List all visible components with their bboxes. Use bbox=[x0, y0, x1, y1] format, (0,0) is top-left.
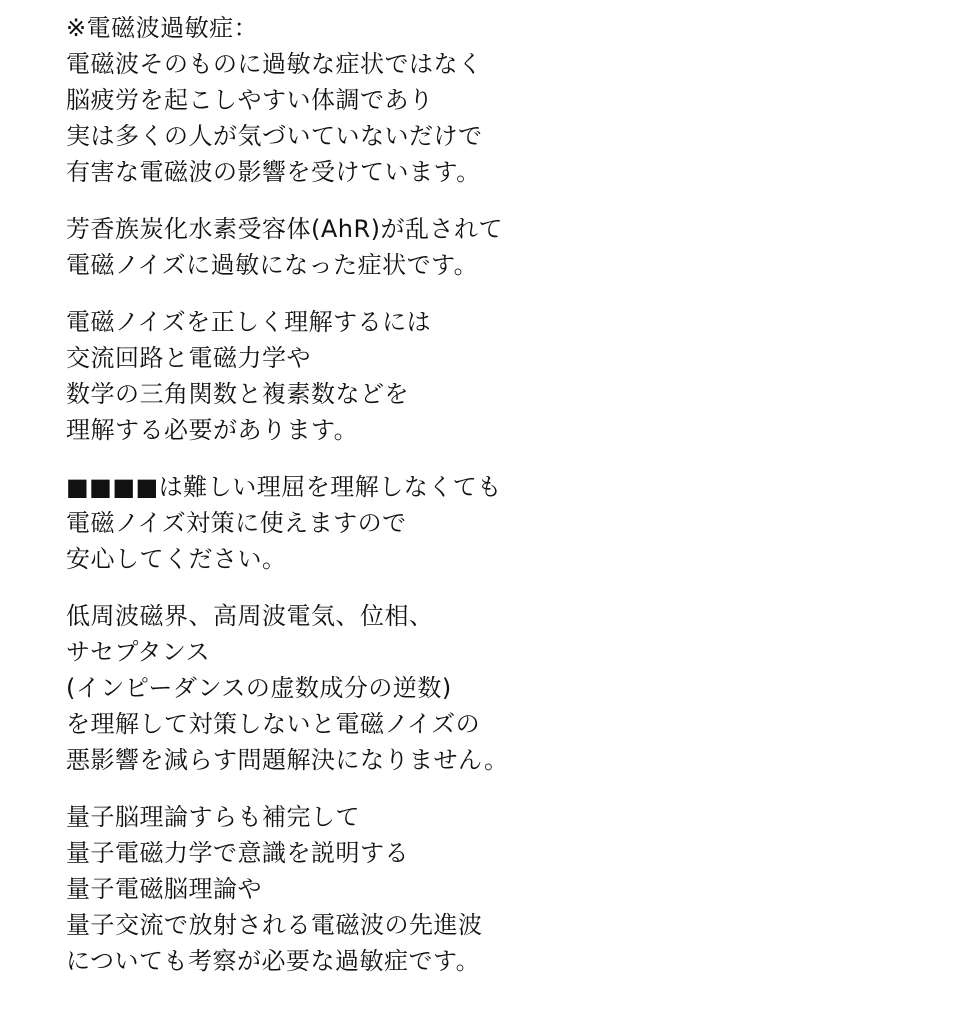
text-line: ※電磁波過敏症： bbox=[66, 14, 259, 42]
text-line: 芳香族炭化水素受容体(AhR)が乱されて bbox=[66, 215, 504, 243]
text-line: 量子電磁力学で意識を説明する bbox=[66, 839, 409, 867]
text-line: 交流回路と電磁力学や bbox=[66, 344, 311, 372]
paragraph-4 bbox=[66, 469, 946, 577]
text-line: 安心してください。 bbox=[66, 545, 287, 573]
text-line: 悪影響を減らす問題解決になりません。 bbox=[66, 746, 509, 774]
text-line: サセプタンス bbox=[66, 638, 211, 666]
text-line: 脳疲労を起こしやすい体調であり bbox=[66, 86, 434, 114]
text-line: についても考察が必要な過敏症です。 bbox=[66, 947, 481, 975]
paragraph-5 bbox=[66, 598, 946, 778]
text-line: 電磁ノイズを正しく理解するには bbox=[66, 308, 432, 336]
document-body bbox=[66, 10, 946, 1000]
text-line: 実は多くの人が気づいていないだけで bbox=[66, 122, 483, 150]
text-line: 低周波磁界、高周波電気、位相、 bbox=[66, 602, 434, 630]
text-line: を理解して対策しないと電磁ノイズの bbox=[66, 710, 481, 738]
text-line: 電磁波そのものに過敏な症状ではなく bbox=[66, 50, 483, 78]
paragraph-6 bbox=[66, 799, 946, 979]
text-line: ■■■■は難しい理屈を理解しなくても bbox=[66, 473, 502, 501]
text-line: 量子電磁脳理論や bbox=[66, 875, 262, 903]
text-line: 有害な電磁波の影響を受けています。 bbox=[66, 158, 481, 186]
text-line: 理解する必要があります。 bbox=[66, 416, 359, 444]
paragraph-3 bbox=[66, 304, 946, 448]
paragraph-1 bbox=[66, 10, 946, 190]
text-line: (インピーダンスの虚数成分の逆数) bbox=[66, 674, 452, 702]
text-line: 電磁ノイズに過敏になった症状です。 bbox=[66, 251, 479, 279]
text-line: 電磁ノイズ対策に使えますので bbox=[66, 509, 407, 537]
text-line: 量子脳理論すらも補完して bbox=[66, 803, 360, 831]
text-line: 数学の三角関数と複素数などを bbox=[66, 380, 409, 408]
text-line: 量子交流で放射される電磁波の先進波 bbox=[66, 911, 483, 939]
paragraph-2 bbox=[66, 211, 946, 283]
